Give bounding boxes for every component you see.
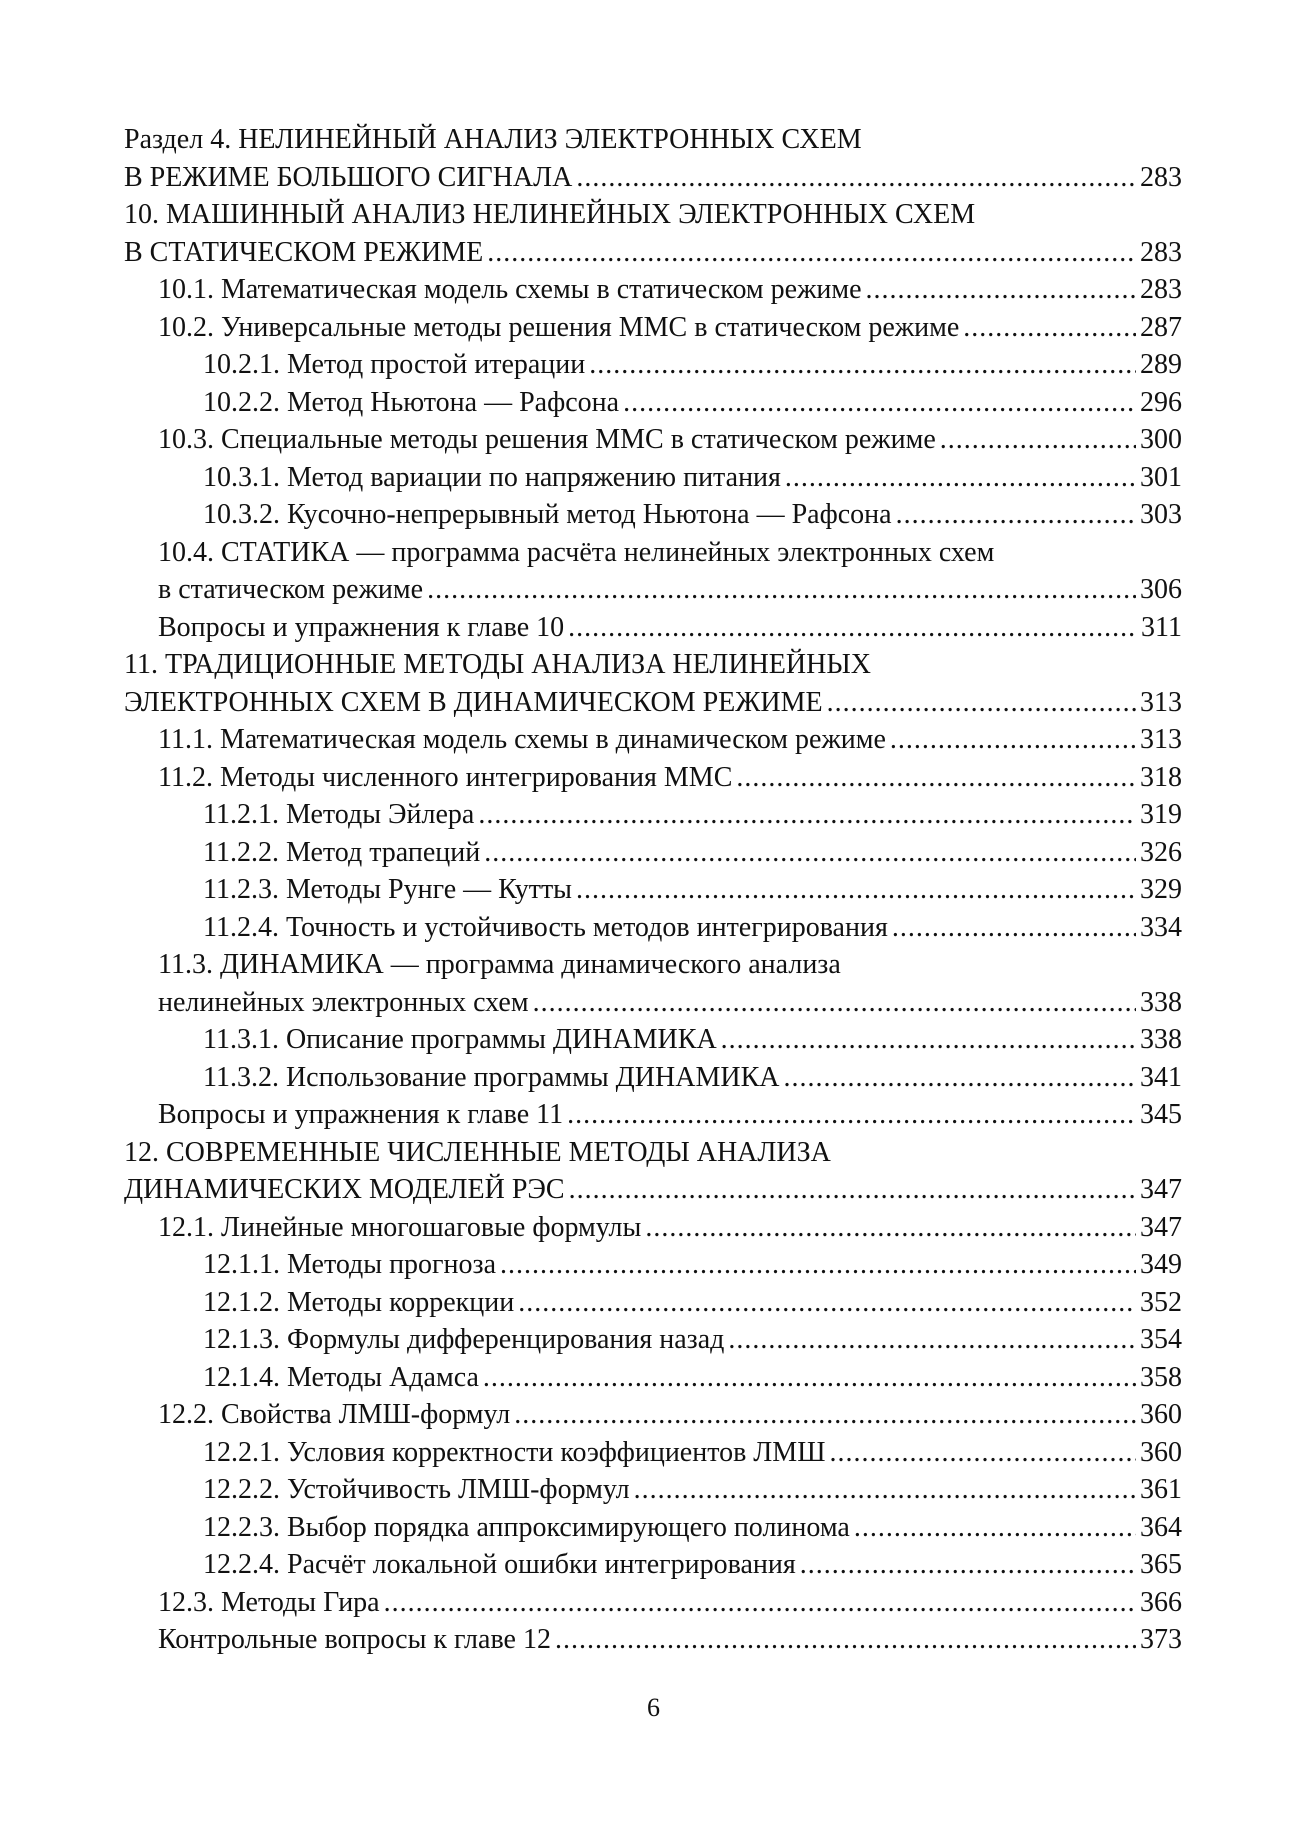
toc-entry-page: 296 [1140,386,1182,418]
toc-entry-title: 11.2.1. Методы Эйлера [203,799,475,830]
toc-entry-page: 360 [1140,1399,1182,1430]
toc-entry-title: 10.3.1. Метод вариации по напряжению питания [203,461,781,493]
toc-entry [124,571,1182,609]
toc-entry [124,796,1182,834]
toc-entry-leader-dots [533,984,1136,1022]
toc-entry [124,1321,1182,1359]
toc-entry [124,1621,1182,1659]
toc-entry [124,1546,1182,1584]
toc-entry-title: Контрольные вопросы к главе 12 [158,1624,551,1655]
toc-entry-page: 347 [1140,1174,1182,1205]
toc-entry-leader-dots [728,1321,1136,1359]
toc-entry-title: 11.2.2. Метод трапеций [203,836,481,868]
toc-entry-title: нелинейных электронных схем [158,986,529,1018]
toc-entry-leader-dots [623,384,1136,422]
toc-entry-leader-dots [569,1171,1136,1209]
toc-entry-title: 10.2.1. Метод простой итерации [203,349,586,380]
toc-entry-page: 313 [1140,686,1182,718]
toc-entry-leader-dots [576,159,1136,197]
toc-entry [124,1509,1182,1547]
toc-entry-title: 12.2.2. Устойчивость ЛМШ-формул [203,1474,630,1505]
toc-entry [124,609,1182,647]
toc-entry [124,909,1182,947]
toc-entry [124,984,1182,1022]
toc-entry [124,1096,1182,1134]
toc-entry-page: 306 [1140,574,1182,605]
toc-entry [124,421,1182,459]
toc-entry-page: 311 [1141,611,1182,643]
toc-entry [124,534,1182,572]
table-of-contents [124,121,1182,1659]
toc-entry-title: ДИНАМИЧЕСКИХ МОДЕЛЕЙ РЭС [124,1174,565,1205]
toc-entry-page: 345 [1140,1099,1182,1130]
toc-entry [124,721,1182,759]
toc-entry-leader-dots [645,1209,1136,1247]
toc-entry-leader-dots [963,309,1136,347]
toc-entry [124,1434,1182,1472]
toc-entry-page: 352 [1140,1286,1182,1318]
toc-entry-title: 12.1.1. Методы прогноза [203,1249,497,1280]
toc-entry-title: 10.3. Специальные методы решения ММС в статическом режиме [158,424,936,455]
toc-entry-leader-dots [940,421,1136,459]
toc-entry-page: 301 [1140,461,1182,493]
toc-entry [124,1246,1182,1284]
toc-entry-page: 365 [1140,1549,1182,1580]
toc-entry-leader-dots [783,1059,1136,1097]
toc-entry-title: ЭЛЕКТРОННЫХ СХЕМ В ДИНАМИЧЕСКОМ РЕЖИМЕ [124,686,823,718]
toc-entry-title: 10.4. СТАТИКА — программа расчёта нелинейных электронных схем [158,536,995,568]
toc-entry-leader-dots [800,1546,1136,1584]
toc-entry-page: 313 [1140,724,1182,755]
toc-entry [124,1209,1182,1247]
toc-entry-leader-dots [892,909,1136,947]
toc-entry [124,159,1182,197]
toc-entry-title: 11.2.3. Методы Рунге — Кутты [203,874,572,905]
toc-entry-title: Раздел 4. НЕЛИНЕЙНЫЙ АНАЛИЗ ЭЛЕКТРОННЫХ СХЕМ [124,124,862,155]
toc-entry-page: 354 [1140,1324,1182,1355]
toc-entry [124,384,1182,422]
toc-entry-page: 319 [1140,799,1182,830]
toc-entry-leader-dots [576,871,1136,909]
toc-entry [124,1171,1182,1209]
toc-entry-leader-dots [518,1284,1136,1322]
toc-entry-leader-dots [484,834,1136,872]
toc-entry-title: 12.2.3. Выбор порядка аппроксимирующего полинома [203,1511,850,1543]
toc-entry [124,309,1182,347]
toc-entry-leader-dots [487,234,1136,272]
toc-entry-title: в статическом режиме [158,574,424,605]
toc-entry-title: Вопросы и упражнения к главе 11 [158,1099,564,1130]
toc-entry-title: 12.2.4. Расчёт локальной ошибки интегрирования [203,1549,796,1580]
toc-entry-page: 283 [1140,236,1182,268]
toc-entry-leader-dots [478,796,1136,834]
toc-entry-page: 283 [1140,161,1182,193]
toc-entry-title: 10.2. Универсальные методы решения ММС в статическом режиме [158,311,960,343]
toc-entry-page: 358 [1140,1361,1182,1393]
toc-entry-leader-dots [827,684,1136,722]
toc-entry [124,459,1182,497]
toc-entry-leader-dots [555,1621,1136,1659]
toc-entry-title: 11.3.2. Использование программы ДИНАМИКА [203,1061,780,1093]
toc-entry-leader-dots [500,1246,1136,1284]
toc-entry-leader-dots [721,1021,1136,1059]
toc-entry-page: 338 [1140,1024,1182,1055]
toc-entry [124,1359,1182,1397]
toc-entry-title: 10.1. Математическая модель схемы в статическом режиме [158,274,862,305]
toc-entry-title: 11.3. ДИНАМИКА — программа динамического анализа [158,949,841,980]
toc-entry-page: 329 [1140,874,1182,905]
toc-entry [124,646,1182,684]
toc-entry-title: 12. СОВРЕМЕННЫЕ ЧИСЛЕННЫЕ МЕТОДЫ АНАЛИЗА [124,1136,831,1168]
toc-entry [124,1059,1182,1097]
page-number: 6 [647,1693,660,1722]
toc-entry [124,1134,1182,1172]
toc-entry-page: 289 [1140,349,1182,380]
toc-entry [124,1584,1182,1622]
toc-entry-page: 366 [1140,1586,1182,1618]
toc-entry-title: 12.3. Методы Гира [158,1586,380,1618]
toc-entry-leader-dots [866,271,1136,309]
toc-entry-leader-dots [483,1359,1136,1397]
toc-entry-title: В РЕЖИМЕ БОЛЬШОГО СИГНАЛА [124,161,573,193]
toc-entry-page: 347 [1140,1211,1182,1243]
toc-entry-leader-dots [634,1471,1136,1509]
toc-entry-leader-dots [589,346,1136,384]
toc-entry-leader-dots [514,1396,1136,1434]
toc-entry-title: 12.1.3. Формулы дифференцирования назад [203,1324,725,1355]
toc-entry-title: 11.3.1. Описание программы ДИНАМИКА [203,1024,717,1055]
toc-entry-title: 10.2.2. Метод Ньютона — Рафсона [203,386,620,418]
toc-entry-leader-dots [896,496,1136,534]
toc-entry-title: 11.2.4. Точность и устойчивость методов интегрирования [203,911,888,943]
toc-entry-page: 349 [1140,1249,1182,1280]
toc-entry-leader-dots [829,1434,1136,1472]
toc-entry-title: В СТАТИЧЕСКОМ РЕЖИМЕ [124,236,484,268]
toc-entry-page: 361 [1140,1474,1182,1505]
toc-entry [124,196,1182,234]
toc-entry-leader-dots [567,1096,1136,1134]
toc-entry-leader-dots [427,571,1136,609]
toc-entry-title: 11.1. Математическая модель схемы в динамическом режиме [158,724,886,755]
toc-entry-page: 360 [1140,1436,1182,1468]
toc-entry [124,496,1182,534]
toc-entry [124,1284,1182,1322]
toc-entry [124,121,1182,159]
toc-entry-page: 334 [1140,911,1182,943]
toc-entry-page: 303 [1140,499,1182,530]
toc-entry-title: 11.2. Методы численного интегрирования ММС [158,761,733,793]
toc-entry-page: 318 [1140,761,1182,793]
toc-entry-leader-dots [384,1584,1136,1622]
toc-entry [124,946,1182,984]
toc-entry [124,759,1182,797]
toc-entry-title: 12.2. Свойства ЛМШ-формул [158,1399,511,1430]
toc-entry [124,234,1182,272]
toc-entry-leader-dots [785,459,1136,497]
toc-entry-page: 338 [1140,986,1182,1018]
toc-entry-leader-dots [890,721,1136,759]
toc-entry-page: 300 [1140,424,1182,455]
toc-entry-title: 12.1.4. Методы Адамса [203,1361,479,1393]
toc-entry-title: 12.1. Линейные многошаговые формулы [158,1211,642,1243]
toc-entry-leader-dots [568,609,1137,647]
toc-entry-page: 373 [1140,1624,1182,1655]
toc-entry-title: 11. ТРАДИЦИОННЫЕ МЕТОДЫ АНАЛИЗА НЕЛИНЕЙНЫХ [124,649,871,680]
toc-entry-title: 12.2.1. Условия корректности коэффициентов ЛМШ [203,1436,826,1468]
toc-entry-page: 283 [1140,274,1182,305]
toc-entry-page: 364 [1140,1511,1182,1543]
toc-entry-title: 10.3.2. Кусочно-непрерывный метод Ньютона — Рафсона [203,499,892,530]
toc-entry [124,684,1182,722]
toc-entry-title: 10. МАШИННЫЙ АНАЛИЗ НЕЛИНЕЙНЫХ ЭЛЕКТРОННЫХ СХЕМ [124,199,976,230]
toc-entry-leader-dots [736,759,1136,797]
toc-entry-page: 326 [1140,836,1182,868]
toc-entry-page: 287 [1140,311,1182,343]
toc-entry-title: Вопросы и упражнения к главе 10 [158,611,565,643]
toc-entry [124,834,1182,872]
toc-entry-title: 12.1.2. Методы коррекции [203,1286,515,1318]
toc-entry [124,346,1182,384]
toc-entry [124,1471,1182,1509]
toc-entry-page: 341 [1140,1061,1182,1093]
toc-entry-leader-dots [854,1509,1136,1547]
toc-entry [124,1021,1182,1059]
toc-entry [124,271,1182,309]
toc-entry [124,1396,1182,1434]
toc-entry [124,871,1182,909]
